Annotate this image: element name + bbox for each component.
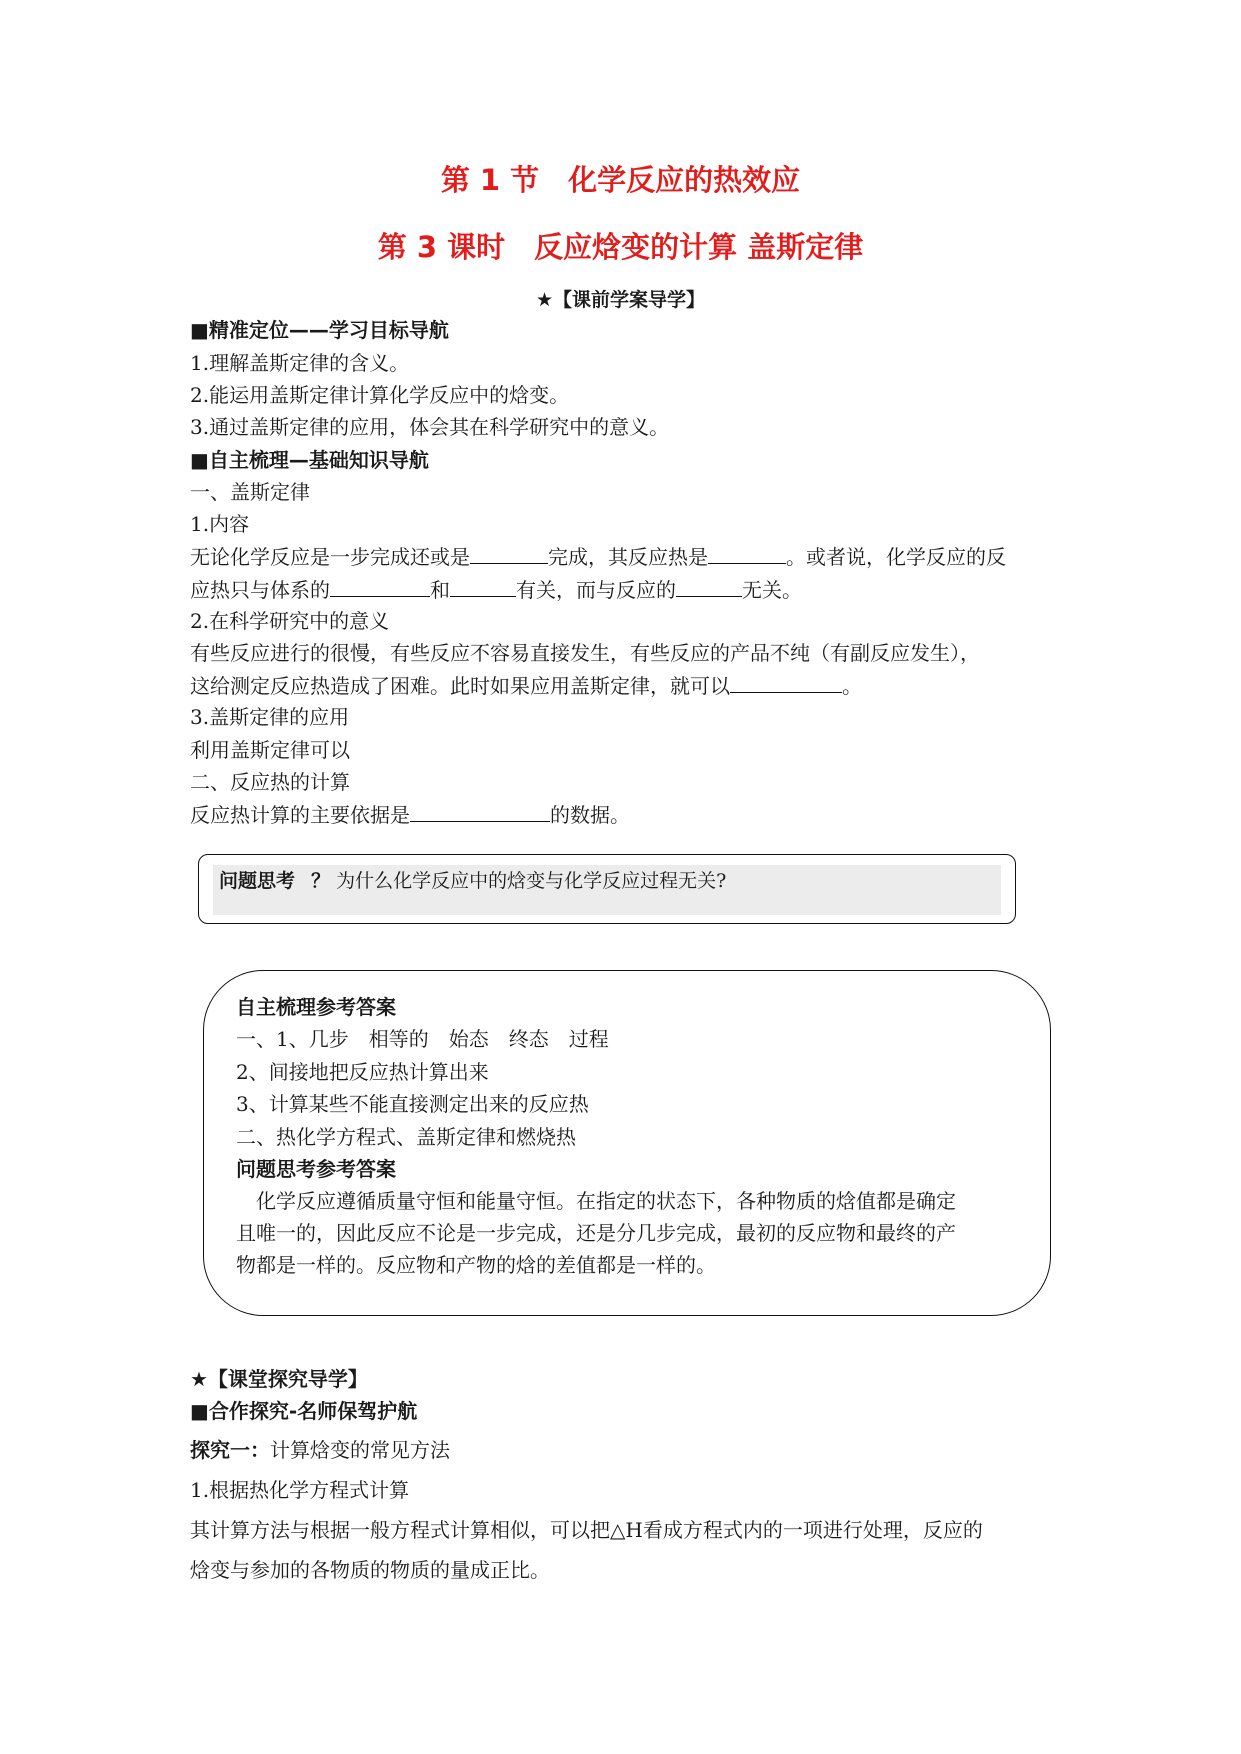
classroom-heading: ★【课堂探究导学】 — [190, 1367, 368, 1391]
method-paragraph-line: 焓变与参加的各物质的物质的量成正比。 — [190, 1558, 550, 1582]
question-label: 问题思考 — [219, 870, 296, 892]
lesson-title: 第 3 课时 反应焓变的计算 盖斯定律 — [377, 230, 864, 264]
meaning-line-1: 有些反应进行的很慢，有些反应不容易直接发生，有些反应的产品不纯（有副反应发生）， — [190, 641, 980, 665]
fill-blank[interactable] — [410, 799, 550, 822]
sub1-title: 1.内容 — [190, 512, 250, 536]
method-paragraph-line: 其计算方法与根据一般方程式计算相似，可以把△H看成方程式内的一项进行处理，反应的 — [190, 1518, 983, 1542]
classroom-subheading: ■合作探究-名师保驾护航 — [190, 1399, 418, 1423]
self-study-heading: ■自主梳理—基础知识导航 — [190, 448, 429, 472]
part1-title: 一、盖斯定律 — [190, 480, 310, 504]
text-segment: 反应热计算的主要依据是 — [190, 803, 410, 827]
inquiry-line — [190, 1435, 450, 1465]
text-segment: 和 — [430, 578, 450, 602]
sub2-title: 2.在科学研究中的意义 — [190, 609, 390, 633]
fill-blank[interactable] — [330, 574, 430, 597]
question-mark-icon: ？ — [311, 870, 331, 892]
text-segment: 无关。 — [742, 578, 802, 602]
content-line-2 — [190, 574, 802, 605]
question-text — [219, 867, 726, 895]
text-segment: 完成，其反应热是 — [548, 545, 708, 569]
part2-title: 二、反应热的计算 — [190, 770, 350, 794]
question-body: 为什么化学反应中的焓变与化学反应过程无关? — [336, 870, 727, 892]
answer-line: 一、1、几步 相等的 始态 终态 过程 — [236, 1027, 609, 1051]
fill-blank[interactable] — [676, 574, 742, 597]
question-answer-line: 化学反应遵循质量守恒和能量守恒。在指定的状态下，各种物质的焓值都是确定 — [236, 1189, 956, 1213]
answer-line: 二、热化学方程式、盖斯定律和燃烧热 — [236, 1125, 576, 1149]
inquiry-label: 探究一： — [190, 1438, 270, 1462]
question-answer-line: 且唯一的，因此反应不论是一步完成，还是分几步完成，最初的反应物和最终的产 — [236, 1221, 956, 1245]
fill-blank[interactable] — [470, 541, 548, 564]
answer-line: 3、计算某些不能直接测定出来的反应热 — [236, 1092, 589, 1116]
objective-item: 2.能运用盖斯定律计算化学反应中的焓变。 — [190, 383, 570, 407]
objective-item: 1.理解盖斯定律的含义。 — [190, 351, 410, 375]
answer-box — [203, 970, 1051, 1316]
answer-line: 2、间接地把反应热计算出来 — [236, 1060, 489, 1084]
question-answer-line: 物都是一样的。反应物和产物的焓的差值都是一样的。 — [236, 1253, 716, 1277]
method-item: 1.根据热化学方程式计算 — [190, 1478, 410, 1502]
fill-blank[interactable] — [708, 541, 786, 564]
section-title: 第 1 节 化学反应的热效应 — [440, 163, 801, 197]
calc-line — [190, 799, 630, 830]
text-segment: 的数据。 — [550, 803, 630, 827]
meaning-line-2 — [190, 670, 862, 701]
content-line-1 — [190, 541, 1006, 572]
text-segment: 有关，而与反应的 — [516, 578, 676, 602]
objectives-heading: ■精准定位——学习目标导航 — [190, 318, 449, 342]
application-line: 利用盖斯定律可以 — [190, 738, 350, 762]
objective-item: 3.通过盖斯定律的应用，体会其在科学研究中的意义。 — [190, 415, 670, 439]
text-segment: 无论化学反应是一步完成还或是 — [190, 545, 470, 569]
answer-heading: 自主梳理参考答案 — [236, 995, 396, 1019]
inquiry-title: 计算焓变的常见方法 — [270, 1438, 450, 1462]
sub3-title: 3.盖斯定律的应用 — [190, 705, 350, 729]
fill-blank[interactable] — [730, 670, 842, 693]
pre-class-heading: ★【课前学案导学】 — [535, 289, 706, 311]
text-segment: 。或者说，化学反应的反 — [786, 545, 1006, 569]
text-segment: 这给测定反应热造成了困难。此时如果应用盖斯定律，就可以 — [190, 674, 730, 698]
question-box — [198, 854, 1016, 924]
question-answer-heading: 问题思考参考答案 — [236, 1157, 396, 1181]
fill-blank[interactable] — [450, 574, 516, 597]
text-segment: 应热只与体系的 — [190, 578, 330, 602]
text-segment: 。 — [842, 674, 862, 698]
